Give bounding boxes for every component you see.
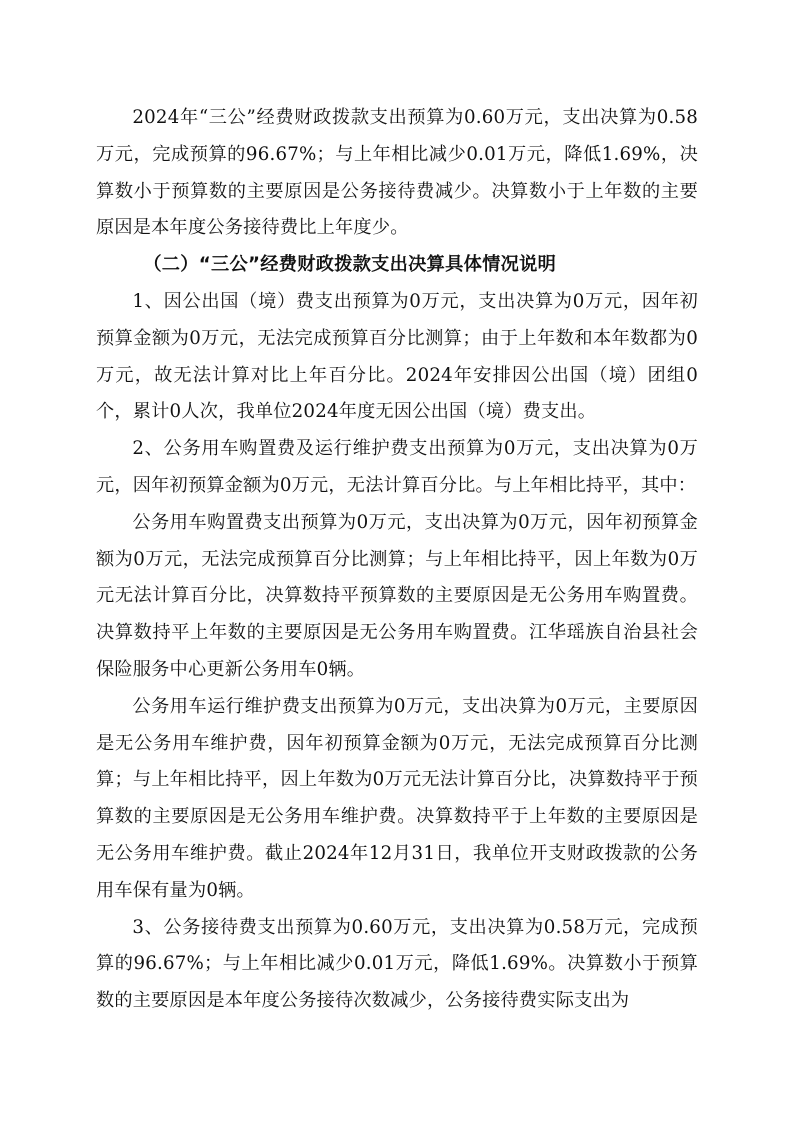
summary-paragraph: 2024年“三公”经费财政拨款支出预算为0.60万元，支出决算为0.58万元，完成预算的96.67%；与上年相比减少0.01万元，降低1.69%，决算数小于预算数的主要原因是公务接待费减少。决算数小于上年数的主要原因是本年度公务接待费比上年度少。 bbox=[96, 107, 698, 239]
item-2-purchase-paragraph: 公务用车购置费支出预算为0万元，支出决算为0万元，因年初预算金额为0万元，无法完成预算百分比测算；与上年相比持平，因上年数为0万元无法计算百分比，决算数持平预算数的主要原因是无公务用车购置费。决算数持平上年数的主要原因是无公务用车购置费。江华瑶族自治县社会保险服务中心更新公务用车0辆。 bbox=[96, 511, 698, 680]
document-page bbox=[96, 100, 698, 1020]
item-2-maintenance-paragraph: 公务用车运行维护费支出预算为0万元，支出决算为0万元，主要原因是无公务用车维护费，因年初预算金额为0万元，无法完成预算百分比测算；与上年相比持平，因上年数为0万元无法计算百分比，决算数持平于预算数的主要原因是无公务用车维护费。决算数持平于上年数的主要原因是无公务用车维护费。截止2024年12月31日，我单位开支财政拨款的公务用车保有量为0辆。 bbox=[96, 695, 698, 901]
item-1-paragraph: 1、因公出国（境）费支出预算为0万元，支出决算为0万元，因年初预算金额为0万元，无法完成预算百分比测算；由于上年数和本年数都为0万元，故无法计算对比上年百分比。2024年安排因公出国（境）团组0个，累计0人次，我单位2024年度无因公出国（境）费支出。 bbox=[96, 290, 698, 423]
section-heading: （二）“三公”经费财政拨款支出决算具体情况说明 bbox=[143, 254, 557, 276]
item-3-paragraph: 3、公务接待费支出预算为0.60万元，支出决算为0.58万元，完成预算的96.67%；与上年相比减少0.01万元，降低1.69%。决算数小于预算数的主要原因是本年度公务接待次数减少，公务接待费实际支出为 bbox=[96, 916, 698, 1012]
item-2-paragraph: 2、公务用车购置费及运行维护费支出预算为0万元，支出决算为0万元，因年初预算金额为0万元，无法计算百分比。与上年相比持平，其中： bbox=[96, 438, 698, 496]
